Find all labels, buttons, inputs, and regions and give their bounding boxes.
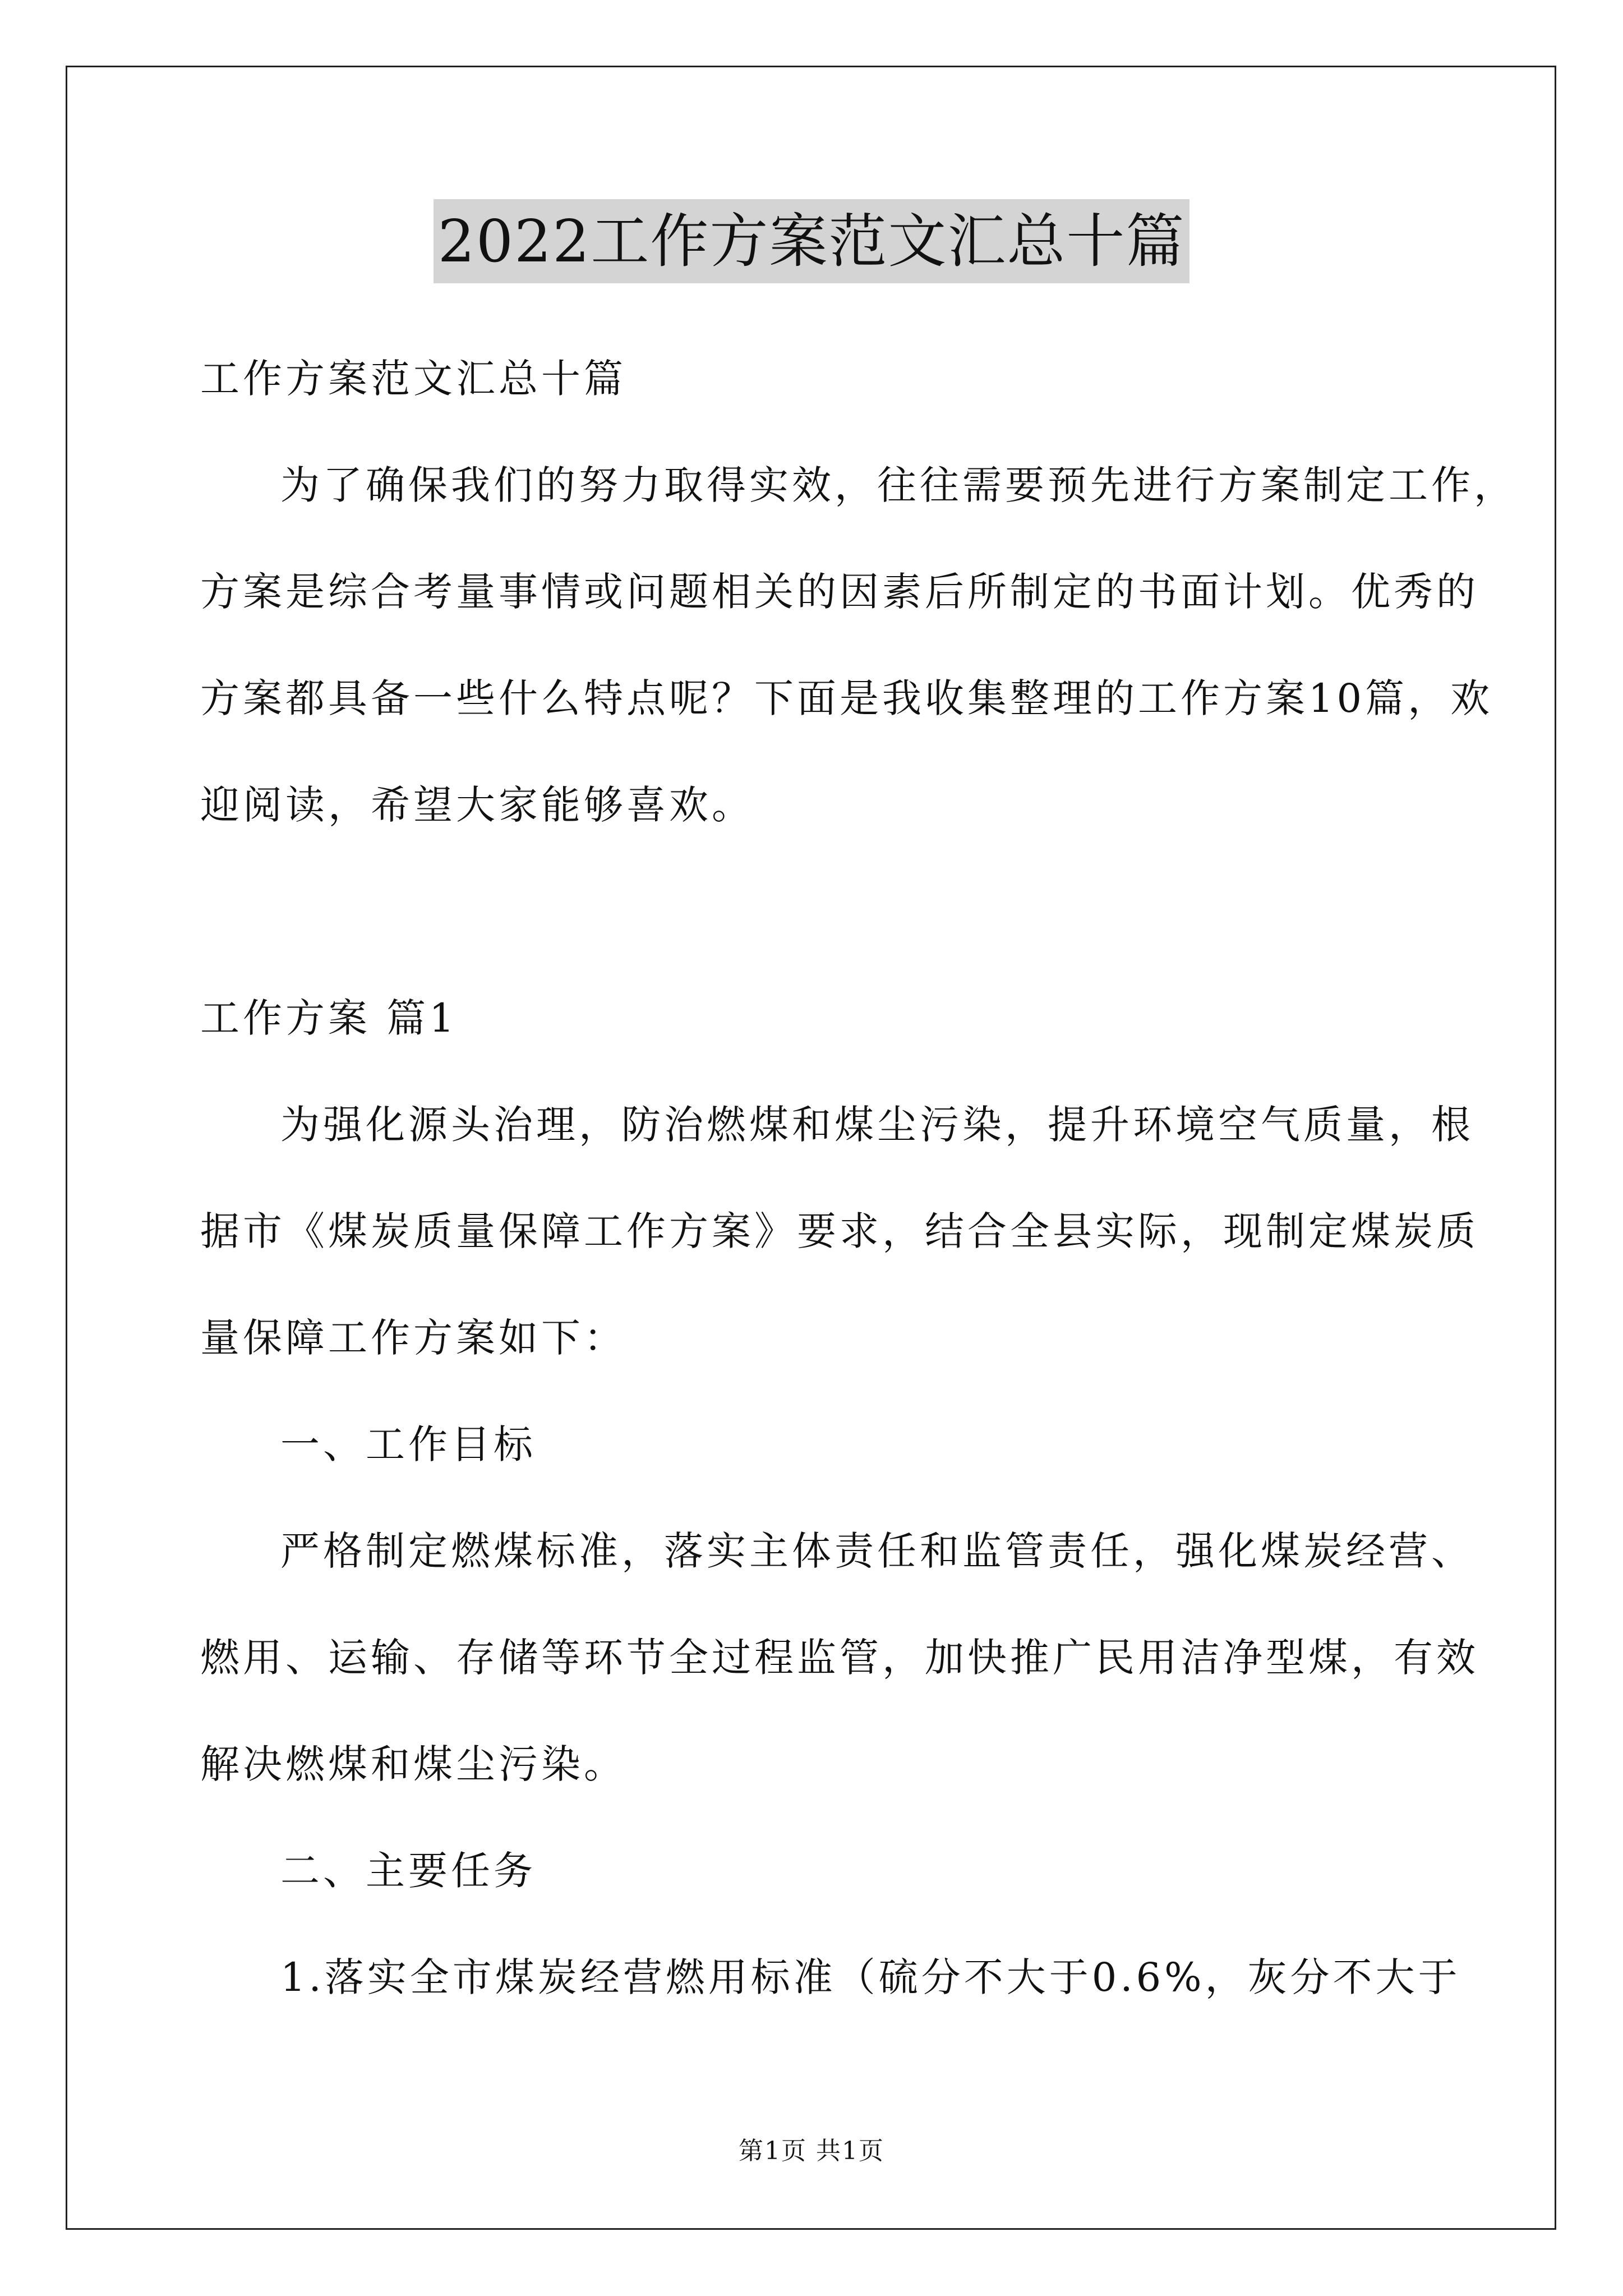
paragraph-line: 1.落实全市煤炭经营燃用标准（硫分不大于0.6%，灰分不大于	[280, 1954, 1461, 2000]
paragraph-line: 严格制定燃煤标准，落实主体责任和监管责任，强化煤炭经营、	[280, 1528, 1474, 1574]
section-heading: 工作方案 篇1	[200, 995, 458, 1041]
paragraph-line: 迎阅读，希望大家能够喜欢。	[200, 782, 754, 828]
paragraph-line: 燃用、运输、存储等环节全过程监管，加快推广民用洁净型煤，有效	[200, 1635, 1479, 1681]
paragraph-line: 方案都具备一些什么特点呢？下面是我收集整理的工作方案10篇，欢	[200, 675, 1493, 721]
paragraph-line: 为了确保我们的努力取得实效，往往需要预先进行方案制定工作，	[280, 462, 1516, 508]
page-footer: 第1页 共1页	[739, 2137, 884, 2165]
subtitle-line: 工作方案范文汇总十篇	[200, 356, 626, 402]
document-title: 2022工作方案范文汇总十篇	[434, 199, 1190, 283]
paragraph-line: 据市《煤炭质量保障工作方案》要求，结合全县实际，现制定煤炭质	[200, 1208, 1479, 1254]
paragraph-line: 方案是综合考量事情或问题相关的因素后所制定的书面计划。优秀的	[200, 569, 1479, 615]
subheading-line: 一、工作目标	[280, 1421, 536, 1467]
subheading-line: 二、主要任务	[280, 1848, 536, 1894]
title-container	[0, 199, 1623, 283]
paragraph-line: 解决燃煤和煤尘污染。	[200, 1741, 626, 1787]
paragraph-line: 量保障工作方案如下：	[200, 1315, 626, 1361]
paragraph-line: 为强化源头治理，防治燃煤和煤尘污染，提升环境空气质量，根	[280, 1102, 1474, 1148]
